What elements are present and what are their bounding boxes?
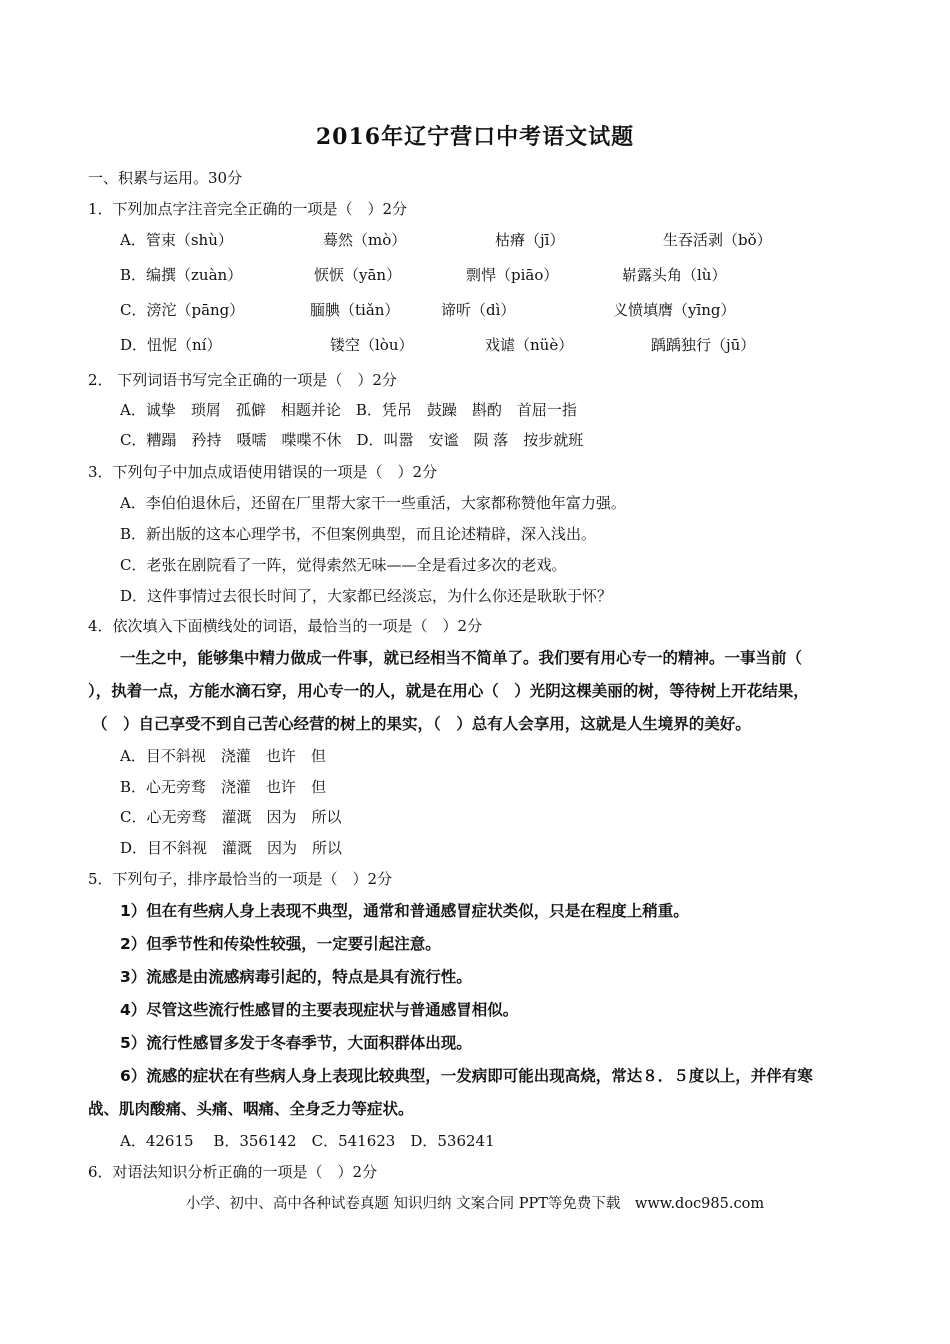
q2-row-2: C．糟蹋 矜持 嗫嚅 喋喋不休 D．叫嚣 安谧 陨 落 按步就班 xyxy=(120,431,584,449)
q5-sentence-1: 1）但在有些病人身上表现不典型，通常和普通感冒症状类似，只是在程度上稍重。 xyxy=(120,902,689,920)
q4-option-a: A．目不斜视 浇灌 也许 但 xyxy=(120,747,326,765)
q5-options: A．42615 B．356142 C．541623 D．536241 xyxy=(120,1132,495,1150)
q1-a-3: 枯瘠（jī） xyxy=(495,231,565,249)
page-footer: 小学、初中、高中各种试卷真题 知识归纳 文案合同 PPT等免费下载 www.doc985.com xyxy=(185,1196,765,1212)
q1-b-1: B．编撰（zuàn） xyxy=(120,266,243,284)
question-5-stem: 5．下列句子，排序最恰当的一项是（ ）2分 xyxy=(88,870,393,888)
q4-passage-line-2: ），执着一点，方能水滴石穿，用心专一的人，就是在用心（ ）光阴这棵美丽的树，等待树上开花结果， xyxy=(88,682,809,700)
question-2-stem: 2． 下列词语书写完全正确的一项是（ ）2分 xyxy=(88,371,397,389)
q1-d-3: 戏谑（nüè） xyxy=(485,336,574,354)
q4-option-d: D．目不斜视 灌溉 因为 所以 xyxy=(120,839,343,857)
q1-c-2: 腼腆（tiǎn） xyxy=(310,301,400,319)
q5-sentence-5: 5）流行性感冒多发于冬春季节，大面积群体出现。 xyxy=(120,1034,472,1052)
q5-sentence-4: 4）尽管这些流行性感冒的主要表现症状与普通感冒相似。 xyxy=(120,1001,519,1019)
question-6-stem: 6．对语法知识分析正确的一项是（ ）2分 xyxy=(88,1163,378,1181)
q1-b-2: 恹恹（yān） xyxy=(314,266,402,284)
q5-sentence-6: 6）流感的症状在有些病人身上表现比较典型，一发病即可能出现高烧，常达８．５度以上，并伴有寒 xyxy=(120,1067,813,1085)
q2-row-1: A．诚挚 琐屑 孤僻 相题并论 B．凭吊 鼓躁 斟酌 首屈一指 xyxy=(120,401,577,419)
q4-passage-line-3: （ ）自己享受不到自己苦心经营的树上的果实，（ ）总有人会享用，这就是人生境界的美好。 xyxy=(92,715,751,733)
q1-c-3: 谛听（dì） xyxy=(441,301,516,319)
q3-option-c: C．老张在剧院看了一阵，觉得索然无味——全是看过多次的老戏。 xyxy=(120,556,567,574)
q1-a-2: 蓦然（mò） xyxy=(323,231,407,249)
q1-a-1: A．管束（shù） xyxy=(120,231,233,249)
q3-option-a: A．李伯伯退休后，还留在厂里帮大家干一些重活，大家都称赞他年富力强。 xyxy=(120,494,626,512)
q5-sentence-3: 3）流感是由流感病毒引起的，特点是具有流行性。 xyxy=(120,968,472,986)
question-3-stem: 3．下列句子中加点成语使用错误的一项是（ ）2分 xyxy=(88,463,438,481)
q1-c-4: 义愤填膺（yīng） xyxy=(613,301,736,319)
page-title: 2016年辽宁营口中考语文试题 xyxy=(315,124,635,150)
q1-d-2: 镂空（lòu） xyxy=(330,336,414,354)
q1-a-4: 生吞活剥（bǒ） xyxy=(663,231,772,249)
q1-b-4: 崭露头角（lù） xyxy=(622,266,727,284)
q1-d-4: 踽踽独行（jū） xyxy=(651,336,756,354)
q4-passage-line-1: 一生之中，能够集中精力做成一件事，就已经相当不简单了。我们要有用心专一的精神。一事当前（ xyxy=(120,649,803,667)
question-4-stem: 4．依次填入下面横线处的词语，最恰当的一项是（ ）2分 xyxy=(88,617,483,635)
q5-sentence-2: 2）但季节性和传染性较强，一定要引起注意。 xyxy=(120,935,441,953)
q1-d-1: D．忸怩（ní） xyxy=(120,336,222,354)
section-heading: 一、积累与运用。30分 xyxy=(88,169,243,187)
q4-option-b: B．心无旁骛 浇灌 也许 但 xyxy=(120,778,327,796)
q3-option-d: D．这件事情过去很长时间了，大家都已经淡忘，为什么你还是耿耿于怀？ xyxy=(120,587,613,605)
q3-option-b: B．新出版的这本心理学书，不但案例典型，而且论述精辟，深入浅出。 xyxy=(120,525,597,543)
question-1-stem: 1．下列加点字注音完全正确的一项是（ ）2分 xyxy=(88,200,408,218)
q5-sentence-6-cont: 战、肌肉酸痛、头痛、咽痛、全身乏力等症状。 xyxy=(88,1100,414,1118)
q1-b-3: 剽悍（piāo） xyxy=(466,266,559,284)
q4-option-c: C．心无旁骛 灌溉 因为 所以 xyxy=(120,808,342,826)
q1-c-1: C．滂沱（pāng） xyxy=(120,301,245,319)
